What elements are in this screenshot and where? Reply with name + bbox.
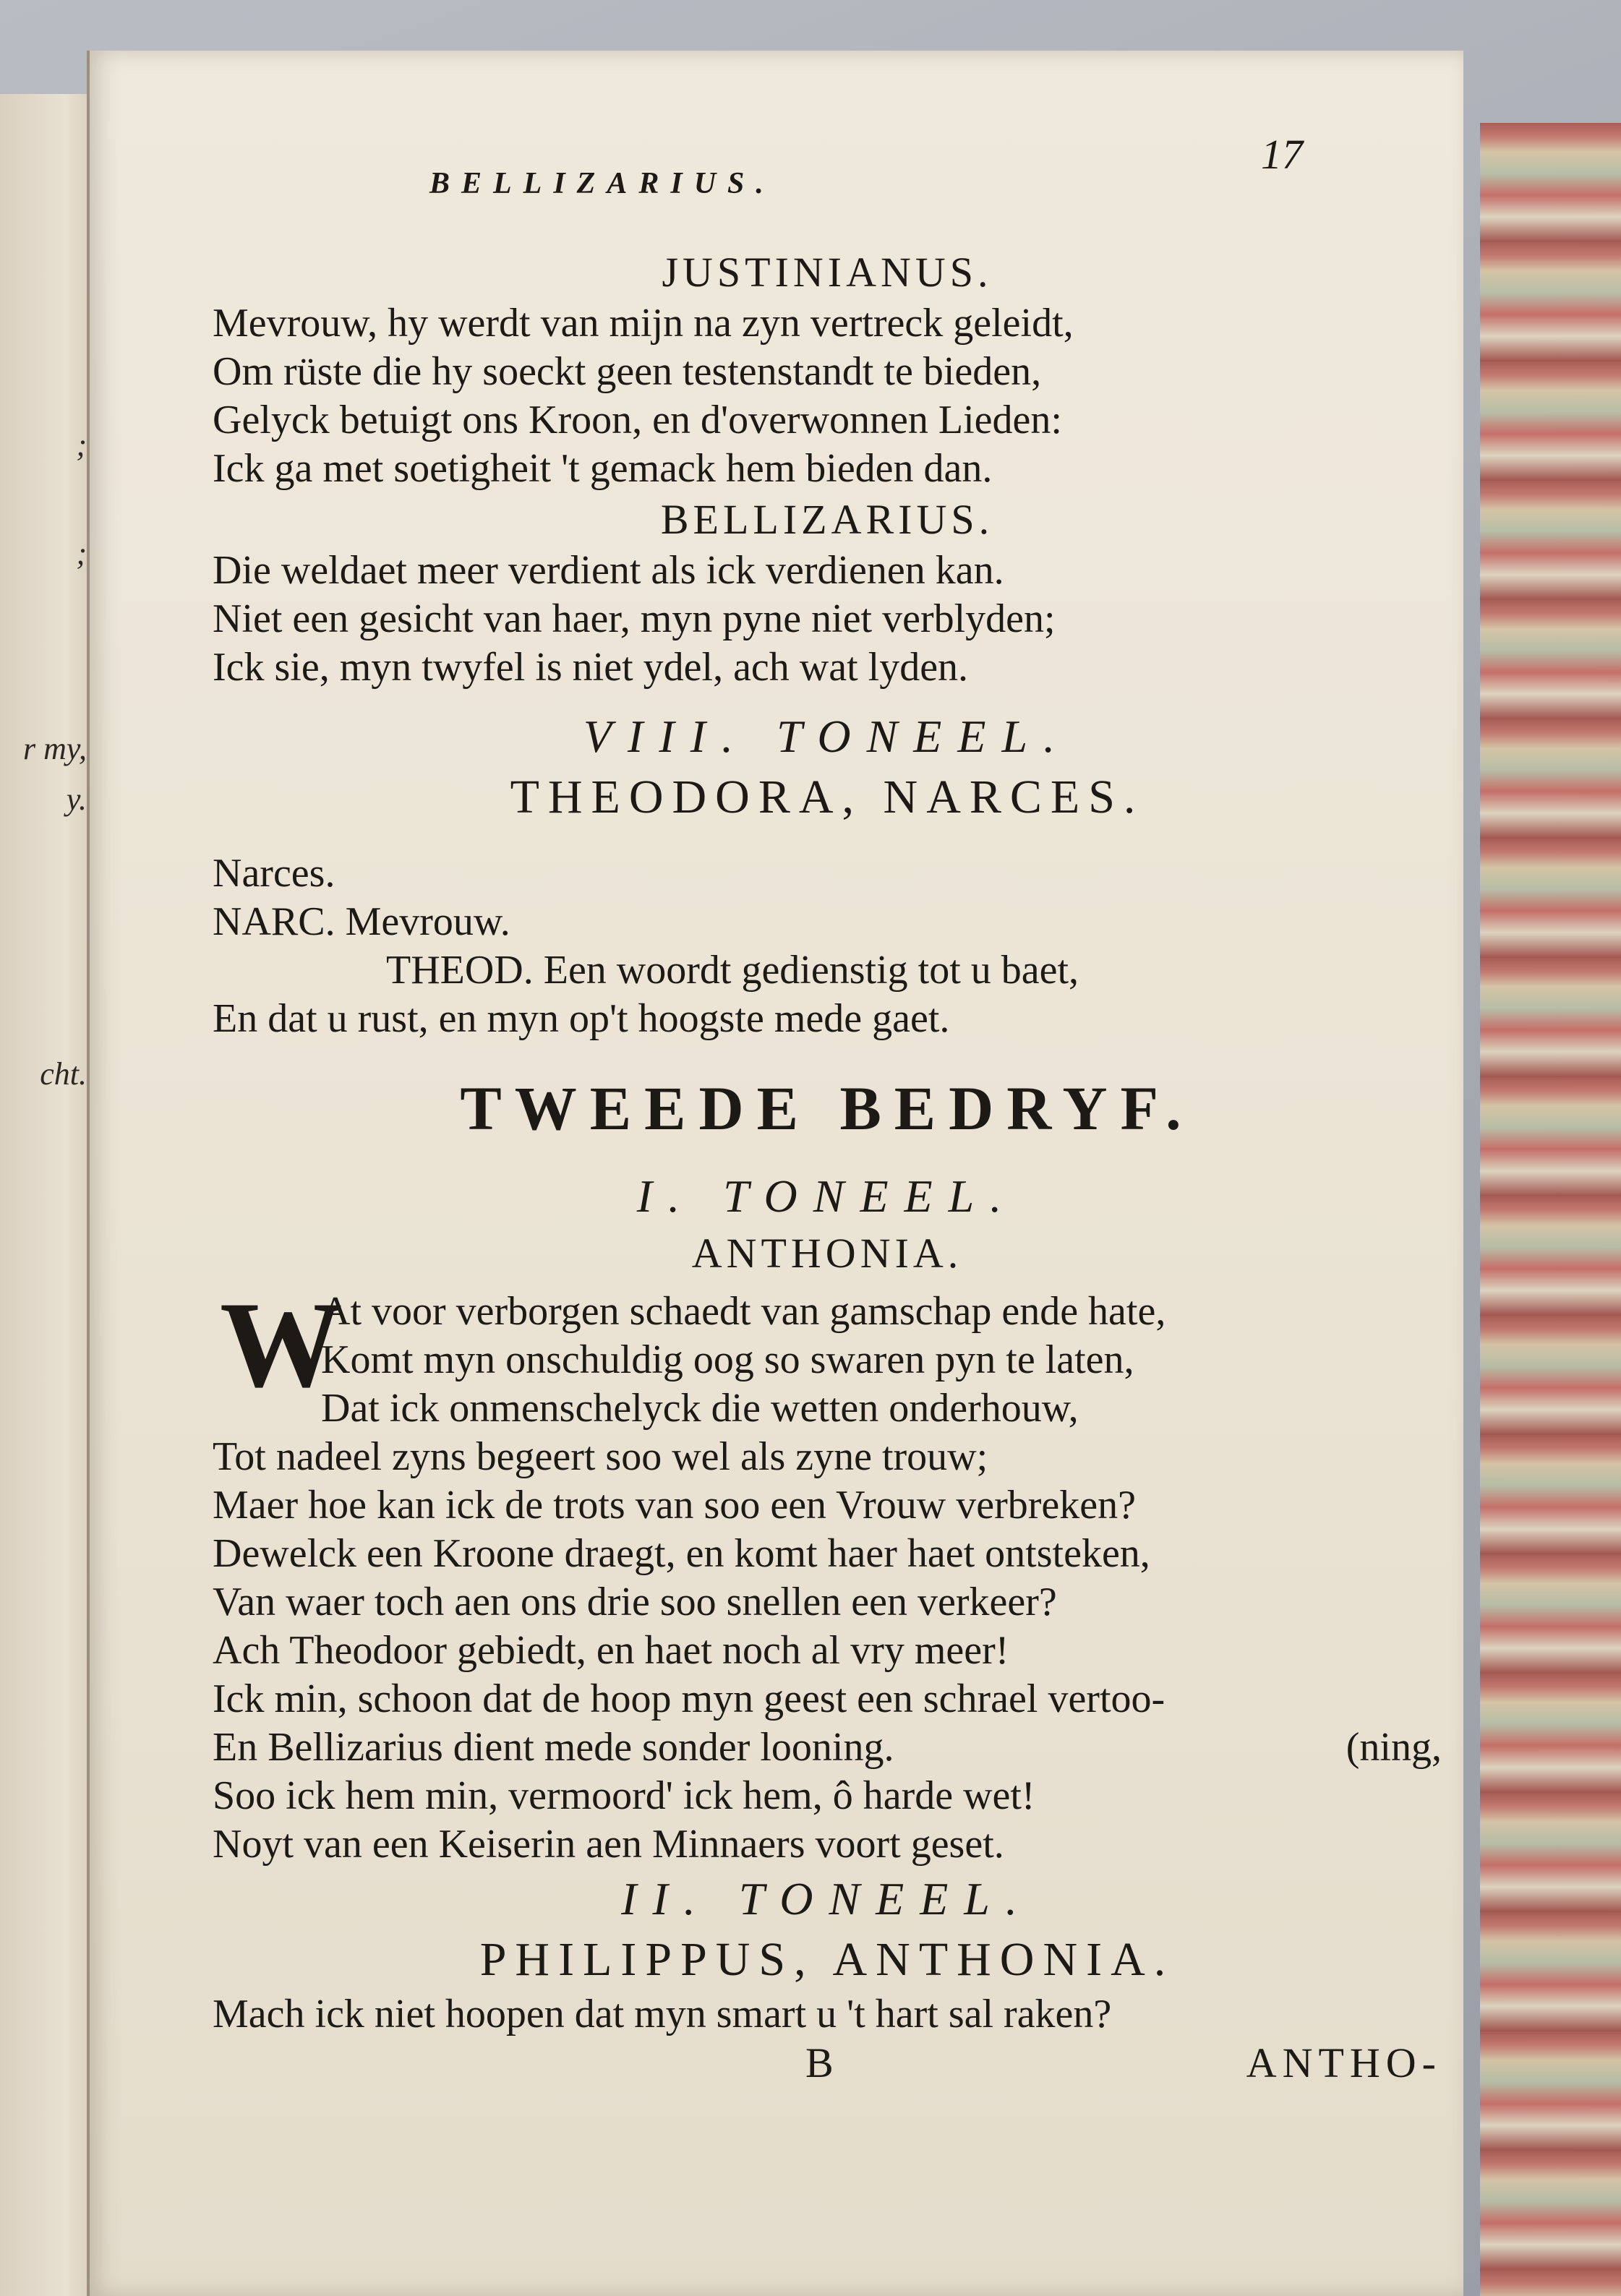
verse-line <box>213 1723 1442 1772</box>
dropcap-paragraph <box>213 1277 1442 1433</box>
book-page <box>87 51 1463 2296</box>
verse-line: Ick min, schoon dat de hoop myn geest een schrael vertoo- <box>213 1676 1166 1721</box>
verse-line: Mevrouw, hy werdt van mijn na zyn vertreck geleidt, <box>213 301 1074 346</box>
page-text <box>213 246 1442 2089</box>
verse-line: THEOD. Een woordt gedienstig tot u baet, <box>386 948 1079 993</box>
verse-line: Ick ga met soetigheit 't gemack hem bieden dan. <box>213 446 993 491</box>
scene-heading: II. TONEEL. <box>621 1873 1033 1924</box>
verse-line: At voor verborgen schaedt van gamschap ende hate, <box>321 1289 1166 1334</box>
verse-line-text: En Bellizarius dient mede sonder looning. <box>213 1725 894 1770</box>
speaker-heading: JUSTINIANUS. <box>662 249 993 296</box>
verse-line: Dewelck een Kroone draegt, en komt haer haet ontsteken, <box>213 1531 1150 1576</box>
signature-mark: B <box>805 2039 834 2086</box>
left-fragment: cht. <box>40 1056 87 1092</box>
marbled-edge <box>1480 123 1621 2296</box>
verse-line: Narces. <box>213 851 335 896</box>
speaker-heading: BELLIZARIUS. <box>660 496 994 543</box>
catchword: ANTHO- <box>1246 2039 1442 2086</box>
act-heading: TWEEDE BEDRYF. <box>460 1074 1194 1143</box>
left-fragment: ; <box>76 536 87 571</box>
verse-line: Om rüste die hy soeckt geen testenstandt te bieden, <box>213 349 1042 394</box>
verse-line: Komt myn onschuldig oog so swaren pyn te laten, <box>321 1337 1134 1382</box>
left-fragment: r my, <box>23 731 87 766</box>
verse-line: Soo ick hem min, vermoord' ick hem, ô harde wet! <box>213 1773 1035 1818</box>
page-footer <box>213 2039 1442 2089</box>
scene-heading: VIII. TONEEL. <box>583 711 1072 762</box>
verse-line: Ach Theodoor gebiedt, en haet noch al vry meer! <box>213 1628 1009 1673</box>
verse-line: En dat u rust, en myn op't hoogste mede gaet. <box>213 996 950 1041</box>
verse-line: Noyt van een Keiserin aen Minnaers voort geset. <box>213 1822 1004 1867</box>
cast-list: PHILIPPUS, ANTHONIA. <box>479 1933 1175 1986</box>
drop-cap: W <box>220 1277 343 1413</box>
left-fragment: ; <box>76 427 87 463</box>
scene-heading: I. TONEEL. <box>636 1170 1018 1222</box>
verse-line: Maer hoe kan ick de trots van soo een Vrouw verbreken? <box>213 1483 1136 1528</box>
verse-line: Mach ick niet hoopen dat myn smart u 't hart sal raken? <box>213 1992 1112 2036</box>
running-title: BELLIZARIUS. <box>429 167 775 200</box>
verse-line: Die weldaet meer verdient als ick verdienen kan. <box>213 548 1004 593</box>
verse-line: Gelyck betuigt ons Kroon, en d'overwonnen Lieden: <box>213 398 1062 442</box>
verse-line: NARC. Mevrouw. <box>213 899 510 944</box>
verse-line: Dat ick onmenschelyck die wetten onderhouw, <box>321 1386 1079 1431</box>
cast-list: THEODORA, NARCES. <box>510 771 1145 823</box>
left-fragment: y. <box>66 781 87 817</box>
page-number: 17 <box>1261 131 1303 178</box>
turnover-fragment: (ning, <box>1346 1725 1442 1770</box>
verse-line: Van waer toch aen ons drie soo snellen een verkeer? <box>213 1580 1057 1624</box>
speaker-heading: ANTHONIA. <box>691 1230 963 1277</box>
verse-line: Niet een gesicht van haer, myn pyne niet verblyden; <box>213 596 1056 641</box>
verse-line: Tot nadeel zyns begeert soo wel als zyne trouw; <box>213 1434 988 1479</box>
verse-line: Ick sie, myn twyfel is niet ydel, ach wat lyden. <box>213 645 969 690</box>
